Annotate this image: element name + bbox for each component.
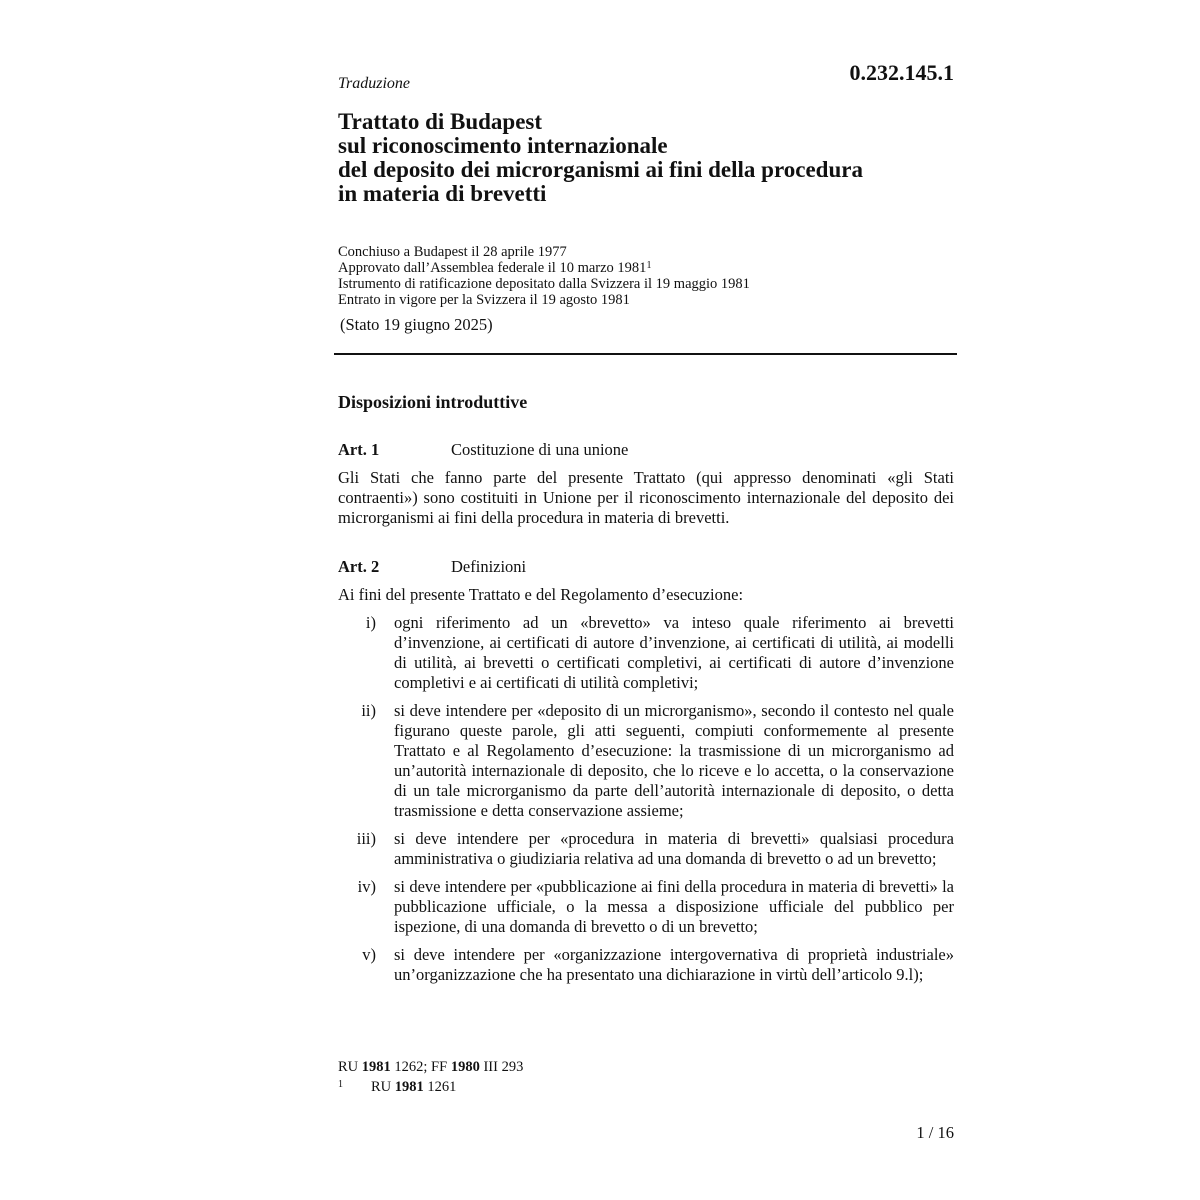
article-1-heading — [338, 440, 628, 460]
treaty-metadata — [338, 244, 750, 308]
list-item-number: v) — [362, 945, 376, 964]
source-prefix: RU — [338, 1059, 362, 1075]
list-item — [338, 877, 954, 937]
list-item-number: iv) — [357, 877, 376, 896]
article-2-intro: Ai fini del presente Trattato e del Regolamento d’esecuzione: — [338, 585, 744, 604]
approved-line — [338, 260, 750, 276]
list-item — [338, 613, 954, 693]
list-item-number: ii) — [361, 701, 376, 720]
title-line: del deposito dei microrganismi ai fini della procedura — [338, 157, 863, 182]
footnote-rest: 1261 — [423, 1079, 457, 1095]
translation-label: Traduzione — [338, 75, 411, 92]
title-line: Trattato di Budapest — [338, 109, 543, 134]
list-item — [338, 829, 954, 869]
list-item-number: iii) — [356, 829, 376, 848]
page-number: 1 / 16 — [916, 1123, 954, 1142]
source-year: 1981 — [361, 1059, 391, 1075]
footnote-prefix: RU — [371, 1079, 395, 1095]
article-number: Art. 1 — [338, 440, 380, 459]
ratification-line: Istrumento di ratificazione depositato dalla Svizzera il 19 maggio 1981 — [338, 276, 750, 292]
document-page — [338, 0, 956, 1200]
article-number: Art. 2 — [338, 557, 380, 576]
footnotes — [338, 1057, 523, 1097]
separator-rule — [334, 353, 957, 355]
section-heading: Disposizioni introduttive — [338, 392, 528, 412]
footnote-year: 1981 — [394, 1079, 424, 1095]
footnote-1: 1 RU 1981 1261 — [338, 1079, 457, 1095]
title-line: sul riconoscimento internazionale — [338, 133, 668, 158]
sr-number: 0.232.145.1 — [849, 60, 954, 85]
title-line: in materia di brevetti — [338, 181, 547, 206]
list-item-text: si deve intendere per «organizzazione intergovernativa di proprietà industriale» un’organizzazione che ha presentato una dichiarazione in virtù dell’articolo 9.l); — [394, 945, 954, 984]
footnote-ref: 1 — [646, 260, 652, 271]
source-mid: 1262; FF — [390, 1059, 451, 1075]
list-item — [338, 701, 954, 821]
document-title — [338, 110, 938, 206]
list-item-text: si deve intendere per «deposito di un microrganismo», secondo il contesto nel quale figurano queste parole, gli atti seguenti, compiuti conformemente al presente Trattato e al Regolamento d’esecuzione: la trasmissione di un microrganismo ad un’autorità internazionale di deposito, che lo riceve e lo accetta, o la conservazione di un tale microrganismo da parte dell’autorità internazionale di deposito, o detta trasmissione e detta conservazione assieme; — [394, 701, 954, 820]
definitions-list — [338, 613, 954, 993]
list-item-text: si deve intendere per «procedura in materia di brevetti» qualsiasi procedura amministrativa o giudiziaria relativa ad una domanda di brevetto o ad un brevetto; — [394, 829, 954, 868]
list-item-number: i) — [365, 613, 376, 632]
list-item-text: si deve intendere per «pubblicazione ai fini della procedura in materia di brevetti» la pubblicazione ufficiale, o la messa a disposizione ufficiale del pubblico per ispezione, di una domanda di brevetto o di un brevetto; — [394, 877, 954, 936]
article-2-heading — [338, 557, 526, 577]
source-reference — [338, 1057, 523, 1077]
source-rest: III 293 — [479, 1059, 524, 1075]
approved-text: Approvato dall’Assemblea federale il 10 marzo 1981 — [338, 260, 647, 276]
article-title: Definizioni — [451, 557, 527, 576]
article-1-body: Gli Stati che fanno parte del presente Trattato (qui appresso denominati «gli Stati contraenti») sono costituiti in Unione per il riconoscimento internazionale del deposito dei microrganismi ai fini della procedura in materia di brevetti. — [338, 468, 954, 527]
list-item — [338, 945, 954, 985]
concluded-line: Conchiuso a Budapest il 28 aprile 1977 — [338, 244, 567, 260]
article-title: Costituzione di una unione — [451, 440, 629, 459]
status-line: (Stato 19 giugno 2025) — [340, 315, 493, 334]
entry-into-force-line: Entrato in vigore per la Svizzera il 19 agosto 1981 — [338, 292, 630, 308]
source-year-2: 1980 — [450, 1059, 480, 1075]
list-item-text: ogni riferimento ad un «brevetto» va inteso quale riferimento ai brevetti d’invenzione, ai certificati di autore d’invenzione, ai certificati di utilità, ai modelli di utilità, ai brevetti o certificati completivi, ai certificati di autore d’invenzione completivi e ai certificati di utilità completivi; — [394, 613, 954, 692]
